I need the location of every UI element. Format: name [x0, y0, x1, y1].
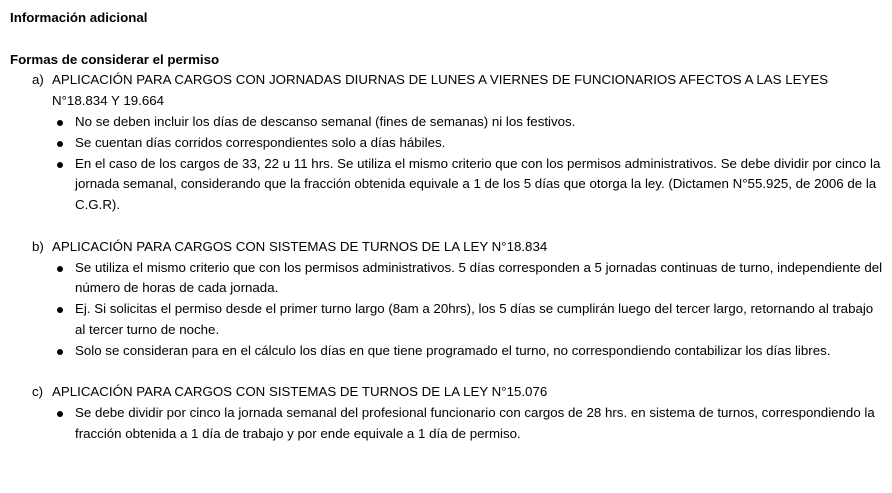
section-c-heading: [10, 382, 884, 403]
section-a-marker: a): [32, 72, 44, 88]
section-c-bullet-list: [10, 403, 884, 445]
section-a-heading-text: APLICACIÓN PARA CARGOS CON JORNADAS DIURNAS DE LUNES A VIERNES DE FUNCIONARIOS AFECTOS A LAS LEYES N°18.834 Y 19.664: [52, 72, 829, 109]
section-a: [10, 70, 884, 216]
list-item-text: Se cuentan días corridos correspondientes solo a días hábiles.: [75, 134, 446, 150]
document-title: Información adicional: [10, 10, 148, 25]
section-a-bullet-list: [10, 112, 884, 216]
bullet-icon: [57, 307, 63, 313]
section-c: [10, 382, 884, 444]
list-item: [10, 258, 884, 300]
list-item: [10, 133, 884, 154]
list-item-text: Se debe dividir por cinco la jornada semanal del profesional funcionario con cargos de 28 hrs. en sistema de turnos, correspondiendo la fracción obtenida a 1 día de trabajo y por ende equivale a 1 día de permiso.: [75, 405, 875, 441]
list-item: [10, 341, 884, 362]
bullet-icon: [57, 162, 63, 168]
section-b-heading: [10, 237, 884, 258]
list-item: [10, 154, 884, 216]
bullet-icon: [57, 411, 63, 417]
section-c-heading-text: APLICACIÓN PARA CARGOS CON SISTEMAS DE TURNOS DE LA LEY N°15.076: [52, 384, 548, 400]
section-a-heading: [10, 70, 884, 112]
spacer: [10, 362, 884, 383]
section-group-title: Formas de considerar el permiso: [10, 51, 220, 67]
section-c-marker: c): [32, 384, 44, 400]
section-b-marker: b): [32, 238, 44, 254]
list-item: [10, 403, 884, 445]
list-item-text: En el caso de los cargos de 33, 22 u 11 hrs. Se utiliza el mismo criterio que con los permisos administrativos. Se debe dividir por cinco la jornada semanal, considerando que la fracción obtenida equivale a 1 de los 5 días que otorga la ley. (Dictamen N°55.925, de 2006 de la C.G.R).: [75, 155, 881, 213]
list-item-text: Se utiliza el mismo criterio que con los permisos administrativos. 5 días corresponden a 5 jornadas continuas de turno, independiente del número de horas de cada jornada.: [75, 259, 883, 296]
spacer: [10, 216, 884, 237]
section-b: [10, 237, 884, 362]
bullet-icon: [57, 120, 63, 126]
bullet-icon: [57, 141, 63, 147]
list-item: [10, 112, 884, 133]
bullet-icon: [57, 266, 63, 272]
section-b-bullet-list: [10, 258, 884, 362]
list-item-text: No se deben incluir los días de descanso semanal (fines de semanas) ni los festivos.: [75, 113, 576, 129]
list-item-text: Ej. Si solicitas el permiso desde el primer turno largo (8am a 20hrs), los 5 días se cumplirán luego del tercer largo, retornando al trabajo al tercer turno de noche.: [75, 301, 874, 337]
list-item-text: Solo se consideran para en el cálculo los días en que tiene programado el turno, no correspondiendo contabilizar los días libres.: [75, 342, 831, 358]
bullet-icon: [57, 349, 63, 355]
section-b-heading-text: APLICACIÓN PARA CARGOS CON SISTEMAS DE TURNOS DE LA LEY N°18.834: [52, 238, 548, 254]
spacer: [10, 29, 884, 50]
list-item: [10, 299, 884, 341]
